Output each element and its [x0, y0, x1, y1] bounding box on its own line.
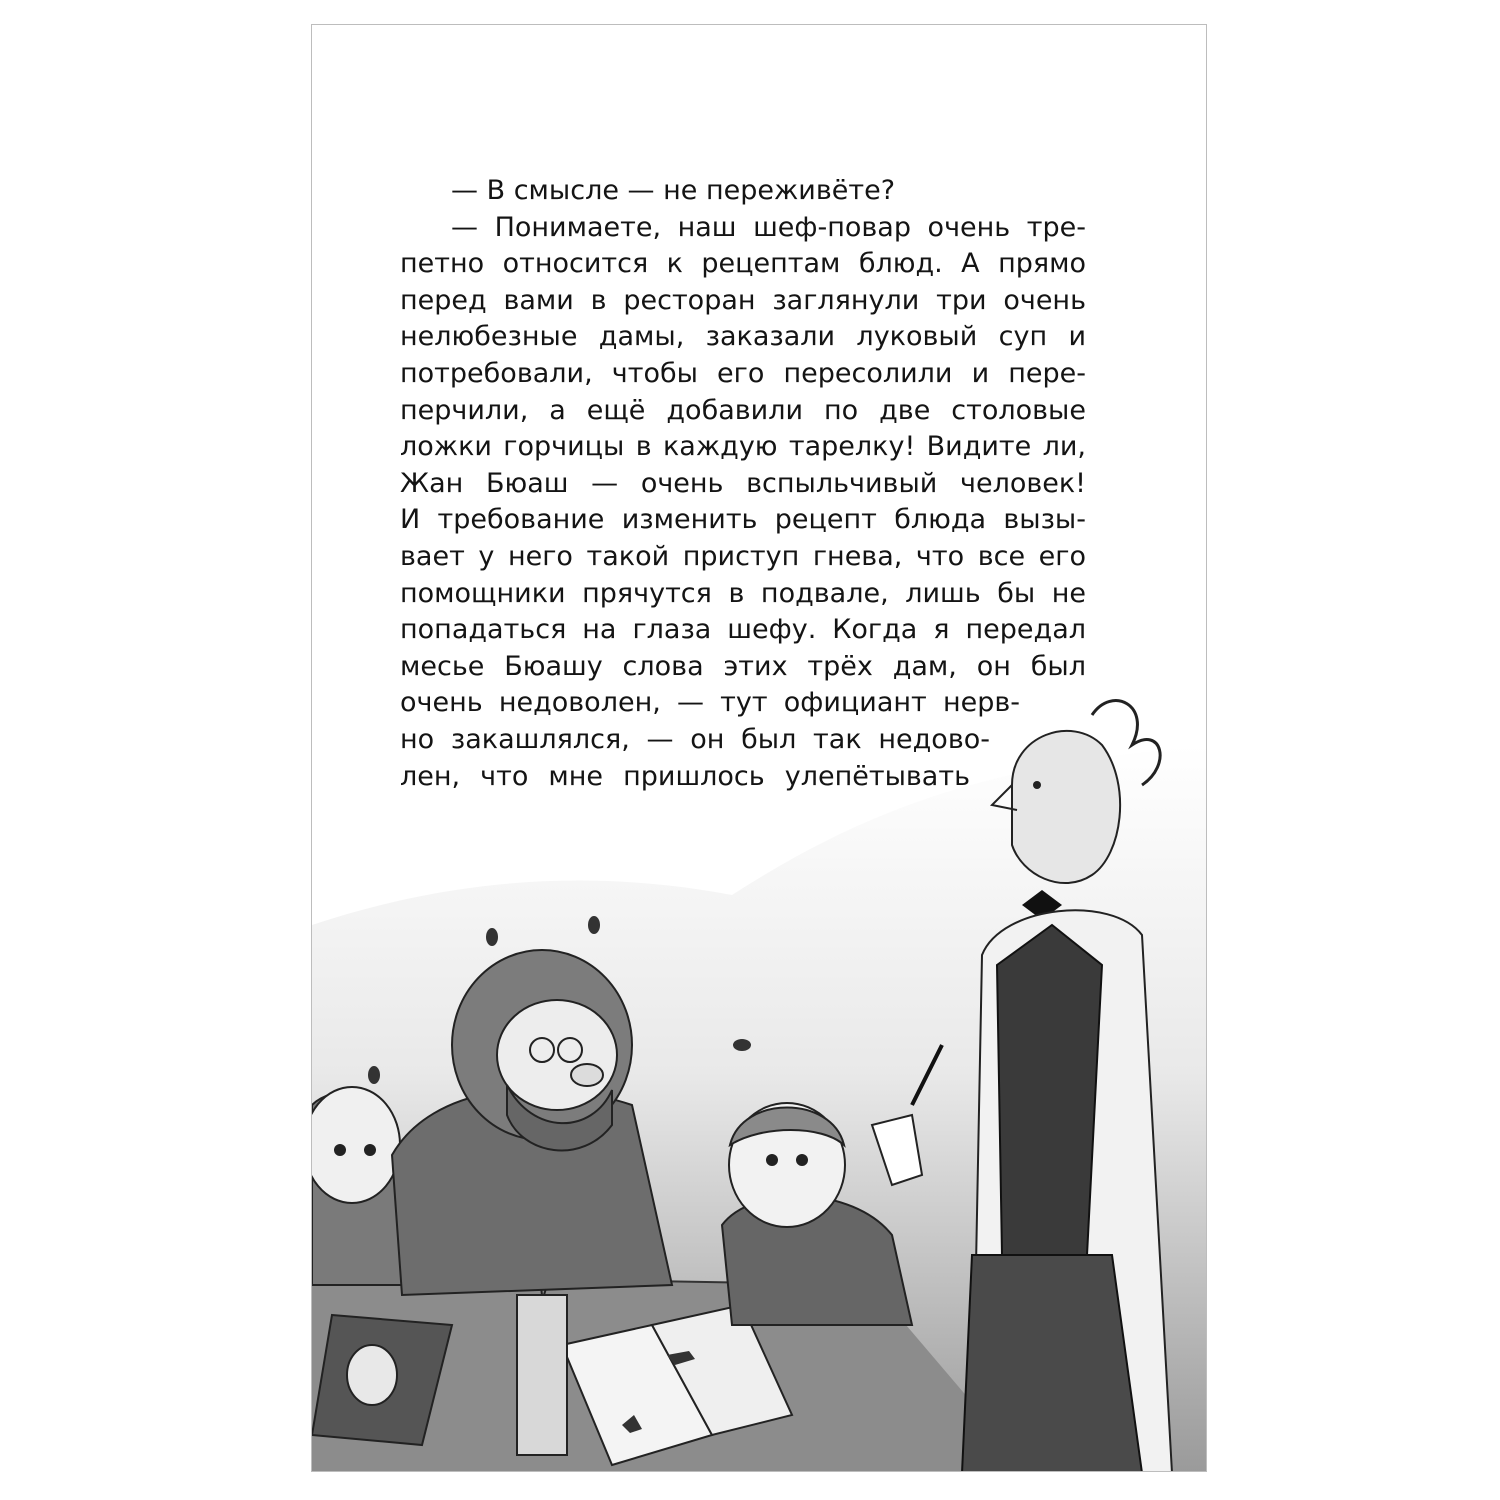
text-line: помощники прячутся в подвале, лишь бы не	[400, 577, 1086, 609]
girl-figure	[312, 1087, 402, 1285]
text-line: очень недоволен, — тут официант нерв-	[400, 687, 1020, 719]
text-line: но закашлялся, — он был так недово-	[400, 723, 990, 755]
text-line: перед вами в ресторан заглянули три очень	[400, 284, 1086, 316]
text-line: вает у него такой приступ гнева, что все его	[400, 540, 1086, 572]
text-line: нелюбезные дамы, заказали луковый суп и	[400, 321, 1086, 353]
text-line: перчили, а ещё добавили по две столовые	[400, 394, 1086, 426]
text-line: Жан Бюаш — очень вспыльчивый человек!	[400, 467, 1086, 499]
text-line: — В смысле — не переживёте?	[451, 175, 896, 206]
vase	[517, 1295, 567, 1455]
text-line: попадаться на глаза шефу. Когда я передал	[400, 614, 1086, 646]
text-line: И требование изменить рецепт блюда вызы-	[400, 504, 1086, 536]
body-text	[400, 173, 1086, 795]
text-line: месье Бюашу слова этих трёх дам, он был	[400, 650, 1086, 682]
text-line: — Понимаете, наш шеф-повар очень тре-	[451, 211, 1086, 243]
text-line: потребовали, чтобы его пересолили и пере-	[400, 357, 1086, 389]
text-line: петно относится к рецептам блюд. А прямо	[400, 248, 1086, 280]
text-line: лен, что мне пришлось улепётывать	[400, 760, 970, 792]
text-line: ложки горчицы в каждую тарелку! Видите ли,	[400, 431, 1086, 463]
book-page	[311, 24, 1207, 1472]
